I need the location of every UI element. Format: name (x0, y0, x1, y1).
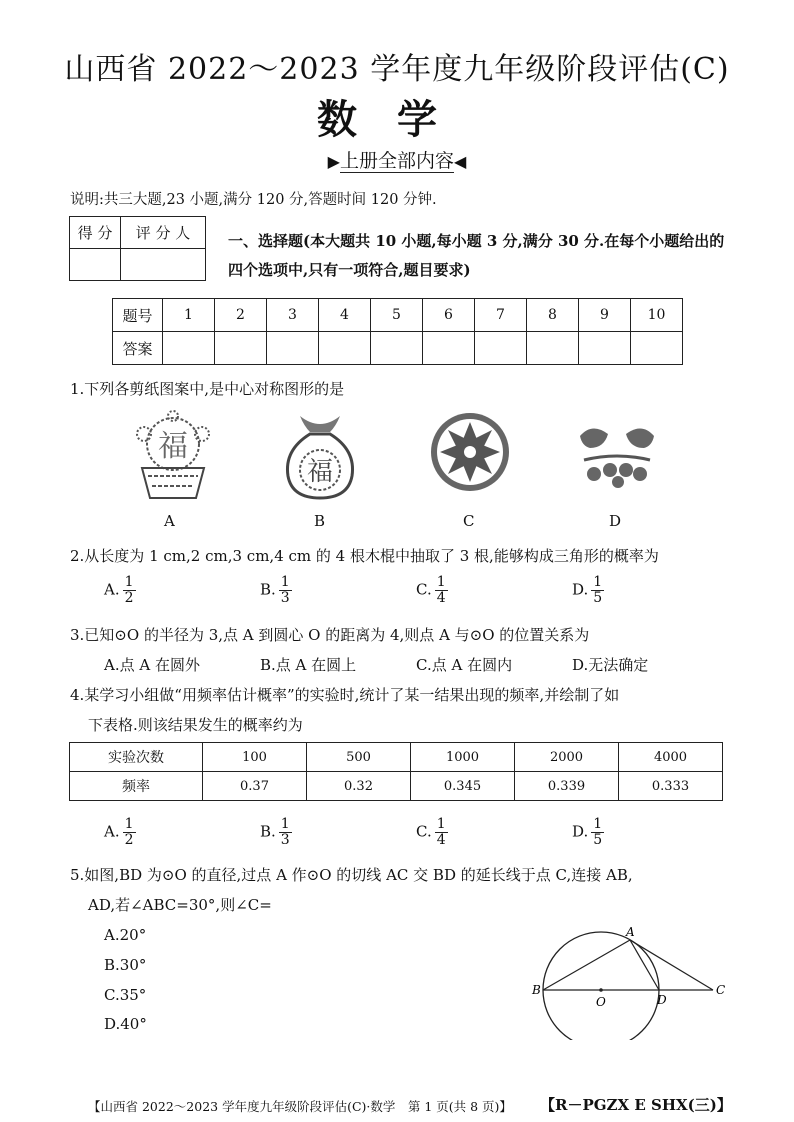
option-letter: C. (416, 822, 432, 841)
q5-option-b[interactable]: B.30° (104, 956, 147, 974)
papercut-basket-image (130, 410, 216, 502)
question-number: 8 (527, 299, 579, 332)
freq-table-cell: 0.37 (203, 772, 307, 801)
frequency-table (69, 742, 723, 801)
q4-option-c[interactable] (416, 817, 448, 848)
score-label: 得 分 (70, 217, 121, 249)
question-number: 4 (319, 299, 371, 332)
q4-option-a[interactable] (104, 817, 136, 848)
numerator: 1 (593, 574, 603, 590)
line-ab (543, 940, 630, 990)
question-number: 5 (371, 299, 423, 332)
freq-table-header: 实验次数 (70, 743, 203, 772)
numerator: 1 (593, 816, 603, 832)
q4-option-b[interactable] (260, 817, 292, 848)
option-letter: D. (572, 580, 589, 599)
answer-cell[interactable] (579, 332, 631, 365)
q5-option-c[interactable]: C.35° (104, 986, 147, 1004)
fraction (279, 817, 292, 848)
q1-stem: 1.下列各剪纸图案中,是中心对称图形的是 (70, 380, 345, 398)
question-number: 9 (579, 299, 631, 332)
section1-heading: 一、选择题(本大题共 10 小题,每小题 3 分,满分 30 分.在每个小题给出的四个选项中,只有一项符合,题目要求) (228, 232, 725, 279)
q3-stem: 3.已知⊙O 的半径为 3,点 A 到圆心 O 的距离为 4,则点 A 与⊙O 的位置关系为 (70, 626, 590, 644)
page-footer: 【山西省 2022～2023 学年度九年级阶段评估(C)·数学 第 1 页(共 8 页)】 (88, 1099, 512, 1114)
fraction (279, 575, 292, 606)
q3-option-d[interactable]: D.无法确定 (572, 656, 649, 674)
freq-table-cell: 100 (203, 743, 307, 772)
papercut-rosette-image (428, 410, 512, 494)
answer-cell[interactable] (371, 332, 423, 365)
option-letter: A. (104, 822, 120, 841)
freq-table-header: 频率 (70, 772, 203, 801)
answer-row-header: 题号 (113, 299, 163, 332)
freq-table-cell: 500 (307, 743, 411, 772)
answer-cell[interactable] (527, 332, 579, 365)
option-letter: A. (104, 580, 120, 599)
denominator: 3 (280, 590, 290, 606)
question-number: 6 (423, 299, 475, 332)
point-label-d: D (657, 993, 667, 1007)
denominator: 5 (593, 832, 603, 848)
answer-cell[interactable] (475, 332, 527, 365)
exam-code: 【R－PGZX E SHX(三)】 (540, 1096, 732, 1114)
numerator: 1 (280, 574, 290, 590)
q1-option-d-label[interactable]: D (609, 512, 622, 530)
q2-option-c[interactable] (416, 575, 448, 606)
q5-option-d[interactable]: D.40° (104, 1015, 147, 1033)
fraction (591, 575, 604, 606)
option-letter: B. (260, 580, 276, 599)
option-letter: B. (260, 822, 276, 841)
denominator: 2 (124, 590, 134, 606)
q2-option-a[interactable] (104, 575, 136, 606)
triangle-left-icon: ◀ (454, 152, 467, 171)
papercut-bag-image (280, 410, 360, 502)
point-label-c: C (716, 983, 726, 997)
question-number: 10 (631, 299, 683, 332)
q5-option-a[interactable]: A.20° (104, 926, 147, 944)
answer-row-header: 答案 (113, 332, 163, 365)
fraction (591, 817, 604, 848)
q1-option-a-label[interactable]: A (164, 512, 175, 530)
fu-character: 福 (158, 429, 188, 464)
scope-banner (0, 146, 794, 173)
line-ad (630, 940, 659, 990)
scope-text: 上册全部内容 (339, 150, 454, 172)
fraction (123, 575, 136, 606)
answer-cell[interactable] (267, 332, 319, 365)
answer-cell[interactable] (215, 332, 267, 365)
q5-stem-line2: AD,若∠ABC=30°,则∠C= (88, 896, 272, 914)
denominator: 3 (280, 832, 290, 848)
freq-table-cell: 1000 (411, 743, 515, 772)
freq-table-cell: 0.339 (515, 772, 619, 801)
freq-table-cell: 2000 (515, 743, 619, 772)
papercut-birds-image (572, 416, 662, 496)
answer-cell[interactable] (163, 332, 215, 365)
fu-character: 福 (306, 457, 334, 487)
question-number: 1 (163, 299, 215, 332)
point-label-b: B (532, 983, 541, 997)
q3-option-b[interactable]: B.点 A 在圆上 (260, 656, 357, 674)
q4-stem-line2: 下表格.则该结果发生的概率约为 (88, 716, 303, 734)
denominator: 2 (124, 832, 134, 848)
q3-option-a[interactable]: A.点 A 在圆外 (104, 656, 200, 674)
denominator: 5 (593, 590, 603, 606)
denominator: 4 (436, 832, 446, 848)
numerator: 1 (436, 816, 446, 832)
freq-table-cell: 4000 (619, 743, 723, 772)
line-ac (630, 940, 713, 990)
q2-option-d[interactable] (572, 575, 604, 606)
numerator: 1 (436, 574, 446, 590)
q1-option-b-label[interactable]: B (314, 512, 326, 530)
center-point (599, 988, 603, 992)
numerator: 1 (280, 816, 290, 832)
answer-cell[interactable] (423, 332, 475, 365)
question-number: 7 (475, 299, 527, 332)
fraction (435, 575, 448, 606)
exam-title: 山西省 2022～2023 学年度九年级阶段评估(C) (64, 52, 730, 87)
denominator: 4 (436, 590, 446, 606)
numerator: 1 (124, 574, 134, 590)
score-cell[interactable] (70, 249, 121, 281)
question-number: 3 (267, 299, 319, 332)
triangle-right-icon: ▶ (327, 152, 340, 171)
grader-cell[interactable] (121, 249, 206, 281)
fraction (123, 817, 136, 848)
q2-option-b[interactable] (260, 575, 292, 606)
question-number: 2 (215, 299, 267, 332)
score-box (69, 216, 206, 281)
q5-stem-line1: 5.如图,BD 为⊙O 的直径,过点 A 作⊙O 的切线 AC 交 BD 的延长线于点 C,连接 AB, (70, 866, 633, 884)
circle-tangent-figure (525, 920, 735, 1040)
answer-cell[interactable] (319, 332, 371, 365)
answer-table (112, 298, 683, 365)
numerator: 1 (124, 816, 134, 832)
option-letter: D. (572, 822, 589, 841)
point-label-a: A (626, 925, 635, 939)
instructions: 说明:共三大题,23 小题,满分 120 分,答题时间 120 分钟. (70, 192, 437, 208)
q1-option-c-label[interactable]: C (463, 512, 475, 530)
freq-table-cell: 0.333 (619, 772, 723, 801)
point-label-o: O (596, 995, 606, 1009)
q4-stem-line1: 4.某学习小组做“用频率估计概率”的实验时,统计了某一结果出现的频率,并绘制了如 (70, 686, 620, 704)
q4-option-d[interactable] (572, 817, 604, 848)
freq-table-cell: 0.345 (411, 772, 515, 801)
option-letter: C. (416, 580, 432, 599)
fraction (435, 817, 448, 848)
grader-label: 评 分 人 (121, 217, 206, 249)
q2-stem: 2.从长度为 1 cm,2 cm,3 cm,4 cm 的 4 根木棍中抽取了 3 根,能够构成三角形的概率为 (70, 547, 659, 565)
freq-table-cell: 0.32 (307, 772, 411, 801)
answer-cell[interactable] (631, 332, 683, 365)
circle-o (543, 932, 659, 1040)
subject-title: 数学 (317, 96, 477, 143)
q3-option-c[interactable]: C.点 A 在圆内 (416, 656, 513, 674)
